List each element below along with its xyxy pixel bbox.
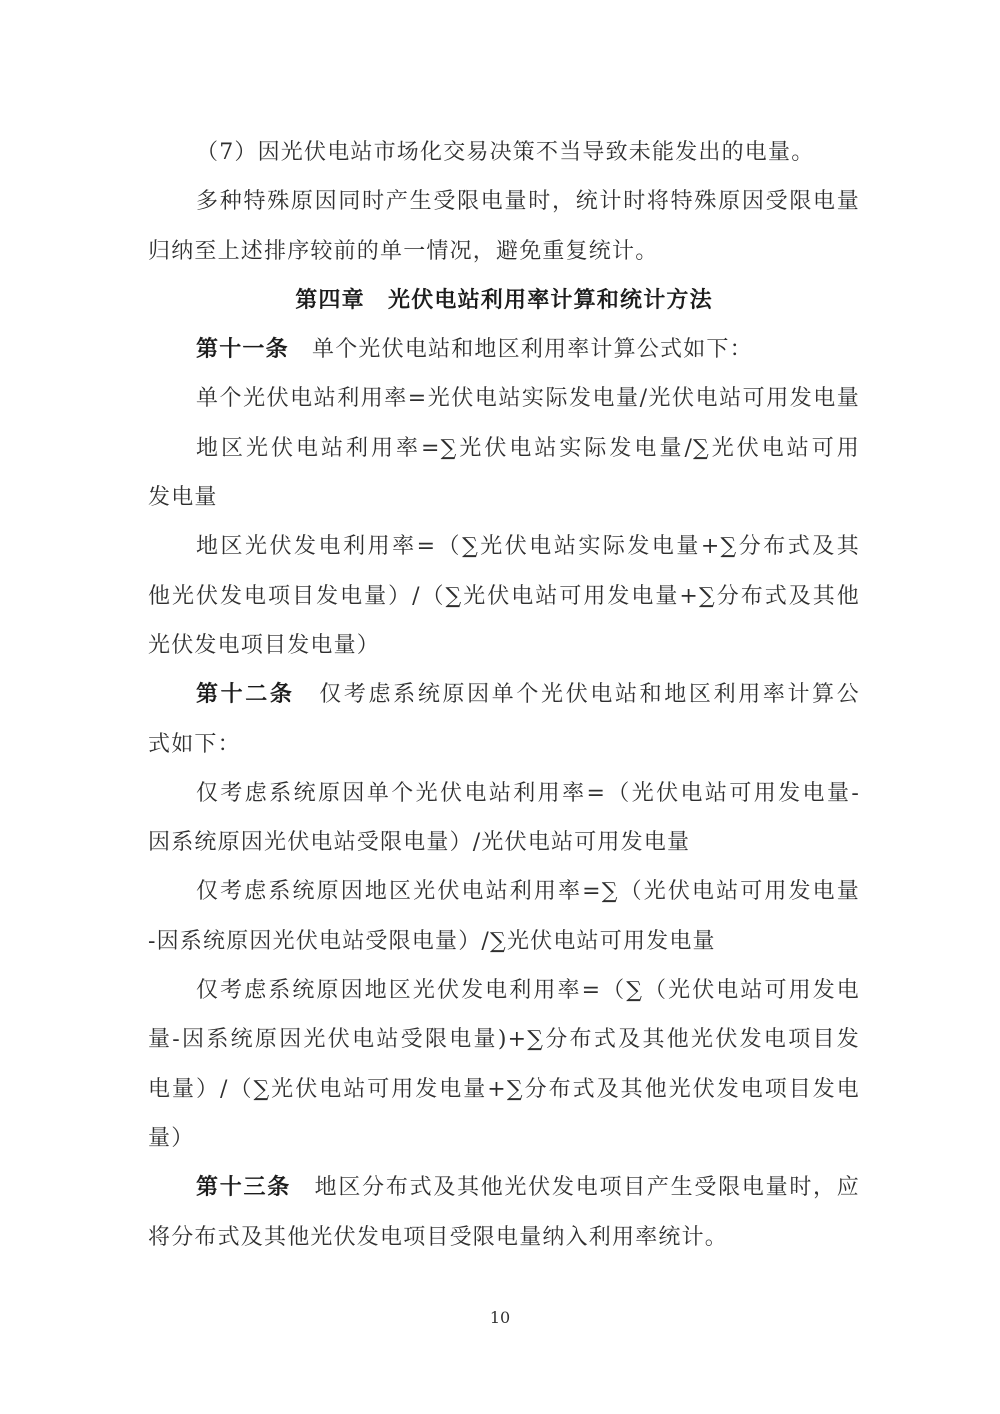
text-segment: 单个光伏电站和地区利用率计算公式如下： xyxy=(288,337,753,363)
article-number-label: 第十二条 xyxy=(196,682,295,708)
text-line xyxy=(148,1065,860,1114)
text-line xyxy=(148,424,860,473)
text-line xyxy=(148,818,860,867)
page-number: 10 xyxy=(489,1308,511,1327)
text-line xyxy=(148,867,860,916)
article-number-label: 第十一条 xyxy=(196,337,289,363)
text-segment: 地区光伏发电利用率=（∑光伏电站实际发电量+∑分布式及其 xyxy=(196,534,860,560)
text-segment: 仅考虑系统原因单个光伏电站和地区利用率计算公 xyxy=(294,682,860,708)
text-segment: 因系统原因光伏电站受限电量）/光伏电站可用发电量 xyxy=(148,830,691,856)
chapter-heading xyxy=(148,276,860,325)
text-line xyxy=(148,1015,860,1064)
text-line xyxy=(148,325,860,374)
text-segment: 多种特殊原因同时产生受限电量时，统计时将特殊原因受限电量 xyxy=(196,189,860,215)
text-segment: 量） xyxy=(148,1125,195,1151)
text-segment: -因系统原因光伏电站受限电量）/∑光伏电站可用发电量 xyxy=(148,928,716,954)
article-number-label: 第十三条 xyxy=(196,1175,291,1201)
text-segment: 发电量 xyxy=(148,485,218,511)
text-line xyxy=(148,177,860,226)
text-line xyxy=(148,1114,860,1163)
text-segment: 仅考虑系统原因地区光伏电站利用率=∑（光伏电站可用发电量 xyxy=(196,879,860,905)
text-segment: 归纳至上述排序较前的单一情况，避免重复统计。 xyxy=(148,238,659,264)
text-line xyxy=(148,966,860,1015)
text-line xyxy=(148,917,860,966)
text-segment: 仅考虑系统原因地区光伏发电利用率=（∑（光伏电站可用发电 xyxy=(196,978,860,1004)
text-line xyxy=(148,670,860,719)
text-line xyxy=(148,1163,860,1212)
text-line xyxy=(148,227,860,276)
text-line xyxy=(148,522,860,571)
text-segment: 他光伏发电项目发电量）/（∑光伏电站可用发电量+∑分布式及其他 xyxy=(148,583,860,609)
text-line xyxy=(148,621,860,670)
document-body xyxy=(148,128,860,1262)
text-segment: 将分布式及其他光伏发电项目受限电量纳入利用率统计。 xyxy=(148,1224,729,1250)
text-line xyxy=(148,1213,860,1262)
text-line xyxy=(148,374,860,423)
text-segment: 量-因系统原因光伏电站受限电量)+∑分布式及其他光伏发电项目发 xyxy=(148,1027,860,1053)
text-segment: 电量）/（∑光伏电站可用发电量+∑分布式及其他光伏发电项目发电 xyxy=(148,1076,860,1102)
text-segment: 仅考虑系统原因单个光伏电站利用率=（光伏电站可用发电量- xyxy=(196,780,860,806)
text-line xyxy=(148,769,860,818)
text-line xyxy=(148,473,860,522)
text-line xyxy=(148,128,860,177)
text-segment: 地区分布式及其他光伏发电项目产生受限电量时，应 xyxy=(290,1175,860,1201)
text-line xyxy=(148,720,860,769)
text-segment: 式如下： xyxy=(148,731,241,757)
text-segment: 光伏发电项目发电量） xyxy=(148,632,381,658)
text-line xyxy=(148,572,860,621)
article-number-label: 第四章 光伏电站利用率计算和统计方法 xyxy=(295,287,713,313)
text-segment: 单个光伏电站利用率=光伏电站实际发电量/光伏电站可用发电量 xyxy=(196,386,860,412)
text-segment: 地区光伏电站利用率=∑光伏电站实际发电量/∑光伏电站可用 xyxy=(196,435,860,461)
text-segment: （7）因光伏电站市场化交易决策不当导致未能发出的电量。 xyxy=(196,140,815,165)
